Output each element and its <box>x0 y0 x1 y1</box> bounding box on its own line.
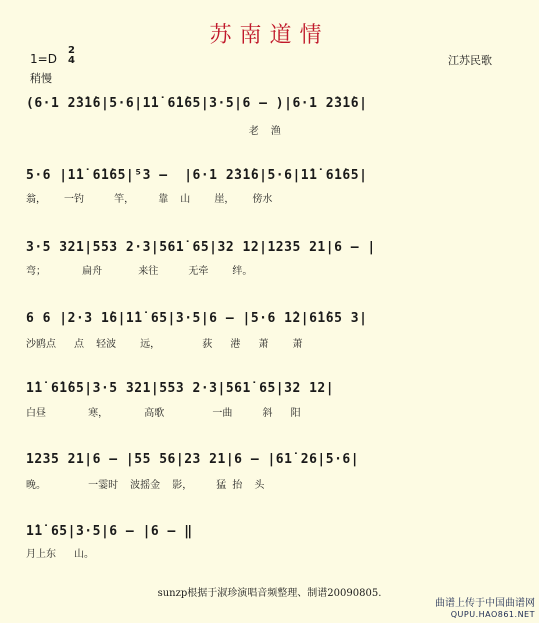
notation-line-3: 3·5 321|553 2·3|561̇ 65|32 12|1235 21|6 – | <box>26 240 376 255</box>
notation-line-1: (6·1 2̇3̇1̇6|5·6|1̇1̇ 6̇1̇65|3·5|6 – )|6·1 2̇3̇1̇6| <box>26 96 368 111</box>
lyrics-line-1: 老 渔 <box>26 126 281 137</box>
lyrics-line-2: 翁， 一钓 竿， 靠 山 崖， 傍水 <box>26 194 273 205</box>
tempo-marking: 稍慢 <box>30 72 52 85</box>
lyrics-line-6: 晚。 一霎时 波摇金 影， 猛 抬 头 <box>26 480 265 491</box>
time-signature-bottom: 4 <box>68 55 75 66</box>
notation-line-2: 5·6 |1̇1̇ 6̇1̇65|⁵3 – |6·1 2̇3̇1̇6|5·6|1̇1̇ 6̇1̇65| <box>26 168 368 183</box>
lyrics-line-3: 弯； 扁舟 来往 无牵 绊。 <box>26 266 253 277</box>
lyrics-line-7: 月上东 山。 <box>26 549 95 560</box>
lyrics-line-5: 白昼 寒， 高歌 一曲 斜 阳 <box>26 408 301 419</box>
lyrics-line-4: 沙鸥点 点 轻波 远， 荻 港 萧 萧 <box>26 339 303 350</box>
site-watermark <box>435 598 535 620</box>
key-signature: 1=D <box>30 52 57 66</box>
watermark-text: 曲谱上传于中国曲谱网 <box>435 598 535 609</box>
notation-line-6: 1235 21|6 – |55 56|23 21|6 – |61̇ 26|5·6| <box>26 452 360 467</box>
transcription-credit: sunzp根据于淑珍演唱音频整理、制谱20090805. <box>157 588 382 599</box>
composer-credit: 江苏民歌 <box>448 54 492 67</box>
notation-line-7: 1̇1̇ 65|3·5|6 – |6 – ‖ <box>26 524 193 539</box>
notation-line-4: 6 6 |2·3 1̇6|1̇1̇ 65|3·5|6 – |5·6 1̇2|6̇1̇65 3| <box>26 311 368 326</box>
watermark-url: QUPU.HAO861.NET <box>450 610 535 619</box>
notation-line-5: 1̇1̇ 6̇1̇65|3·5 321|553 2·3|561̇ 65|32 12| <box>26 381 335 396</box>
time-signature <box>68 46 75 66</box>
song-title: 苏南道情 <box>209 23 330 48</box>
time-signature-top: 2 <box>68 45 75 56</box>
